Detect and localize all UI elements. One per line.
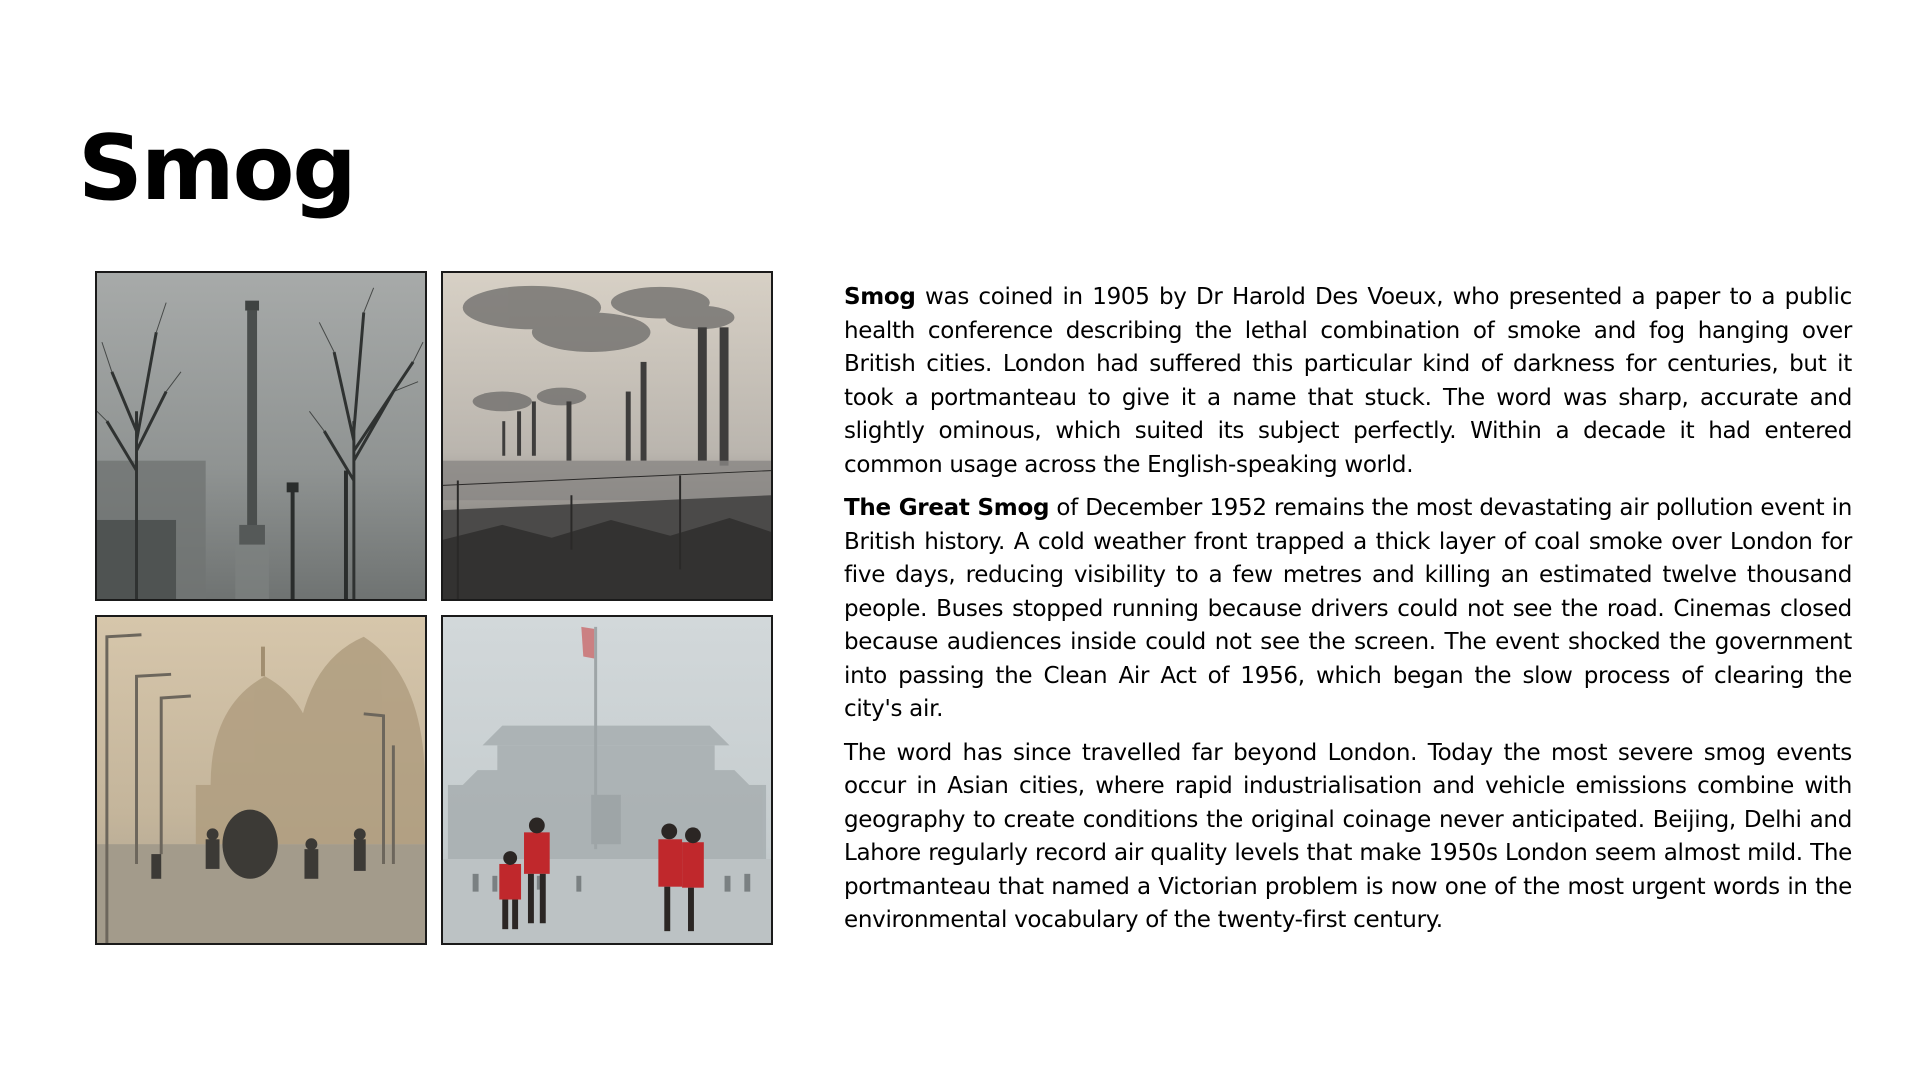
paragraph-text: was coined in 1905 by Dr Harold Des Voeux, who presented a paper to a public health conference describing the lethal combination of smoke and fog hanging over British cities. London had suffered this particular kind of darkness for centuries, but it took a portmanteau to give it a name that stuck. The word was sharp, accurate and slightly ominous, which suited its subject perfectly. Within a decade it had entered common usage across the English-speaking world. [844, 284, 1852, 478]
paragraph-smog-origin [844, 281, 1852, 482]
paragraph-modern-smog [844, 737, 1852, 938]
paragraph-great-smog [844, 492, 1852, 727]
paragraph-text: of December 1952 remains the most devastating air pollution event in British history. A cold weather front trapped a thick layer of coal smoke over London for five days, reducing visibility to a few metres and killing an estimated twelve thousand people. Buses stopped running because drivers could not see the road. Cinemas closed because audiences inside could not see the screen. The event shocked the government into passing the Clean Air Act of 1956, which began the slow process of clearing the city's air. [844, 495, 1853, 722]
paragraph-lead: The Great Smog [844, 495, 1050, 521]
foggy-column-monument-photo [95, 271, 427, 601]
page-title: Smog [78, 116, 355, 221]
paragraph-lead: Smog [844, 284, 916, 310]
article-body [844, 281, 1852, 948]
industrial-chimneys-smoke-photo [441, 271, 773, 601]
paragraph-text: The word has since travelled far beyond London. Today the most severe smog events occur in Asian cities, where rapid industrialisation and vehicle emissions combine with geography to create conditions the original coinage never anticipated. Beijing, Delhi and Lahore regularly record air quality levels that make 1950s London seem almost mild. The portmanteau that named a Victorian problem is now one of the most urgent words in the environmental vocabulary of the twenty-first century. [844, 739, 1852, 933]
sepia-smog-street-domes-photo [95, 615, 427, 945]
hazy-square-red-coats-photo [441, 615, 773, 945]
